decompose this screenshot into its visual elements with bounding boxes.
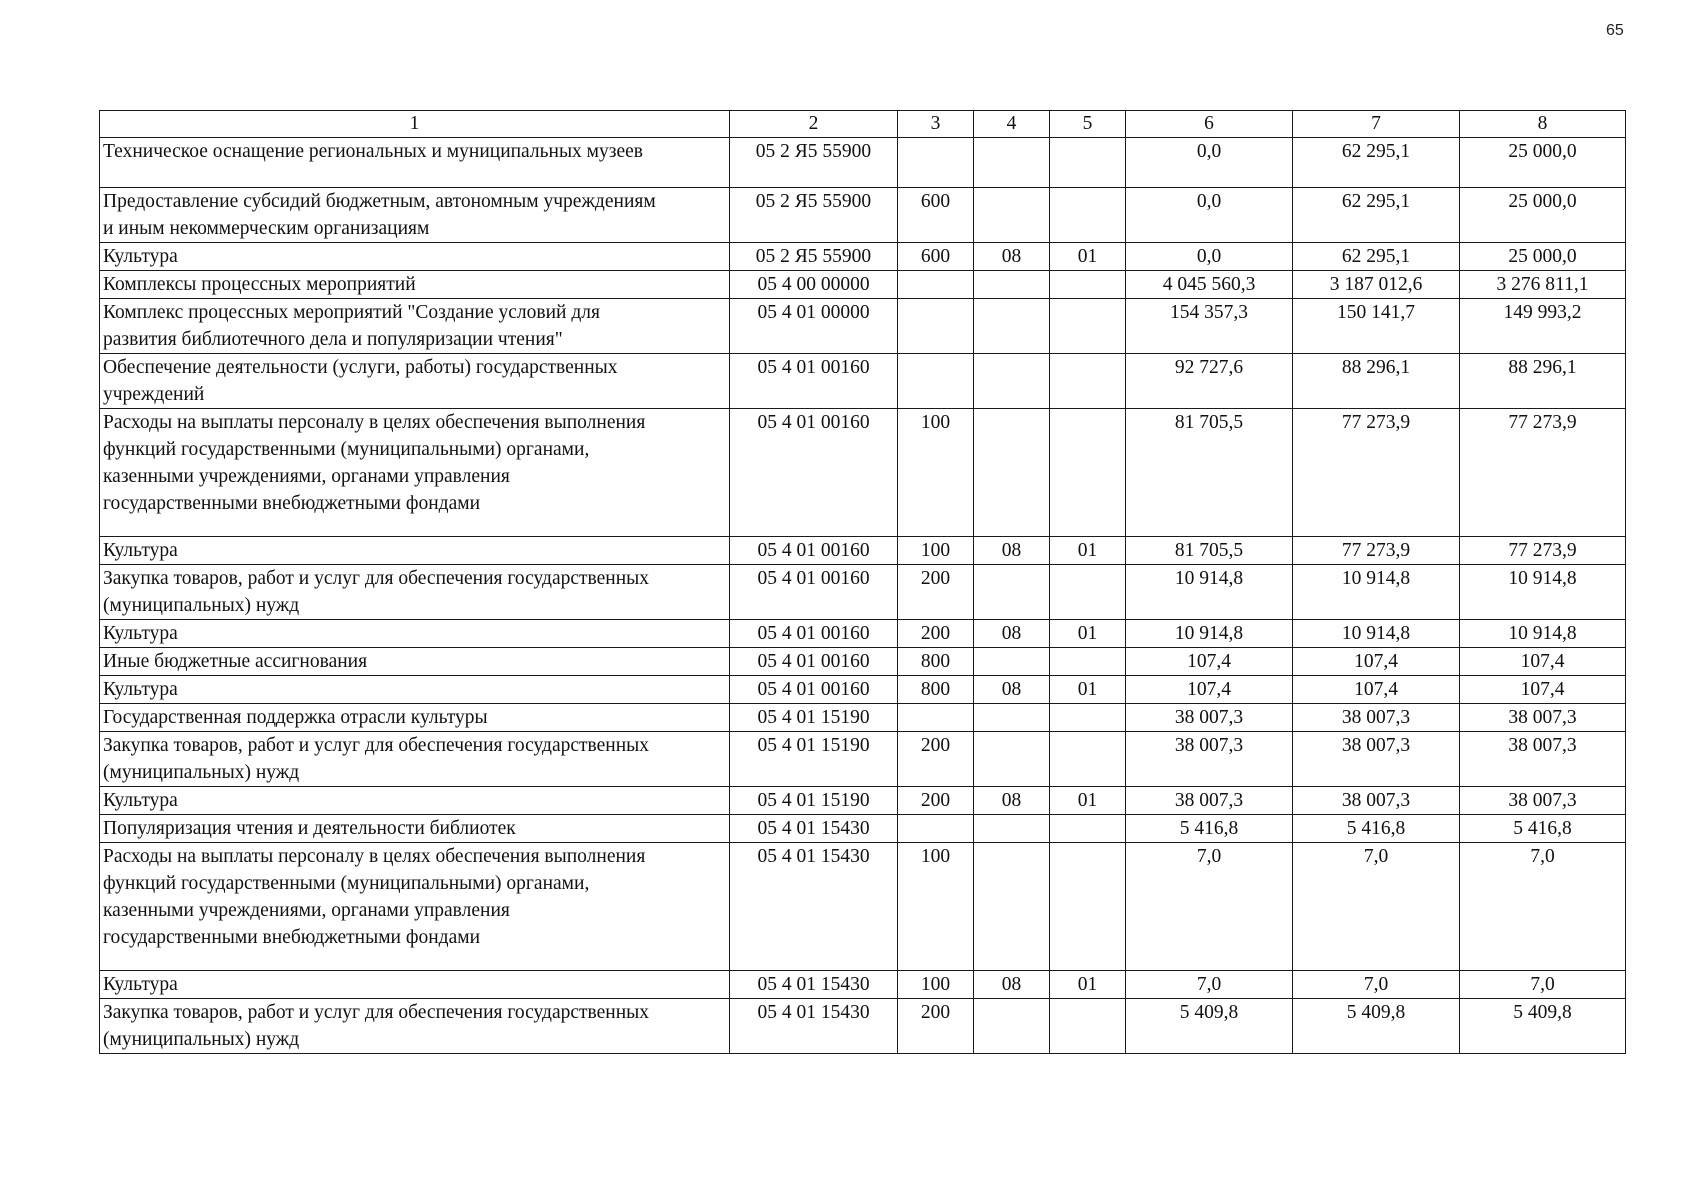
table-row (100, 354, 1626, 409)
row-section (974, 565, 1050, 620)
row-section (974, 354, 1050, 409)
row-subsection: 01 (1050, 537, 1126, 565)
row-amount-col-8: 7,0 (1460, 971, 1626, 999)
row-amount-col-6: 7,0 (1126, 843, 1293, 971)
row-amount-col-6: 0,0 (1126, 138, 1293, 188)
table-row (100, 787, 1626, 815)
row-section (974, 732, 1050, 787)
row-amount-col-8: 25 000,0 (1460, 188, 1626, 243)
row-amount-col-7: 3 187 012,6 (1293, 271, 1460, 299)
row-subsection: 01 (1050, 243, 1126, 271)
row-section (974, 188, 1050, 243)
row-target-code: 05 4 01 00160 (730, 565, 898, 620)
table-row (100, 299, 1626, 354)
row-name: Комплексы процессных мероприятий (100, 271, 730, 299)
row-subsection: 01 (1050, 620, 1126, 648)
row-amount-col-8: 25 000,0 (1460, 243, 1626, 271)
table-row (100, 620, 1626, 648)
row-amount-col-8: 38 007,3 (1460, 704, 1626, 732)
table-row (100, 732, 1626, 787)
row-target-code: 05 4 01 15430 (730, 843, 898, 971)
row-expense-type (898, 354, 974, 409)
row-target-code: 05 2 Я5 55900 (730, 243, 898, 271)
row-amount-col-7: 7,0 (1293, 971, 1460, 999)
row-amount-col-7: 5 416,8 (1293, 815, 1460, 843)
row-target-code: 05 4 01 00160 (730, 409, 898, 537)
row-target-code: 05 2 Я5 55900 (730, 188, 898, 243)
row-expense-type: 200 (898, 787, 974, 815)
row-subsection (1050, 648, 1126, 676)
header-row (100, 111, 1626, 138)
row-amount-col-7: 88 296,1 (1293, 354, 1460, 409)
row-amount-col-6: 81 705,5 (1126, 409, 1293, 537)
row-subsection: 01 (1050, 676, 1126, 704)
row-amount-col-6: 0,0 (1126, 243, 1293, 271)
row-subsection (1050, 704, 1126, 732)
row-amount-col-8: 10 914,8 (1460, 620, 1626, 648)
table-row (100, 188, 1626, 243)
row-name: Культура (100, 537, 730, 565)
row-target-code: 05 4 00 00000 (730, 271, 898, 299)
row-name: Расходы на выплаты персоналу в целях обеспечения выполнения функций государственными (муниципальными) органами, казенными учреждениями, органами управления государственными внебюджетными фондами (100, 409, 730, 537)
row-amount-col-7: 77 273,9 (1293, 537, 1460, 565)
row-amount-col-8: 77 273,9 (1460, 409, 1626, 537)
row-section (974, 138, 1050, 188)
row-amount-col-6: 10 914,8 (1126, 565, 1293, 620)
row-amount-col-8: 5 409,8 (1460, 999, 1626, 1054)
row-amount-col-7: 150 141,7 (1293, 299, 1460, 354)
row-name: Культура (100, 620, 730, 648)
row-subsection (1050, 999, 1126, 1054)
row-target-code: 05 4 01 00160 (730, 620, 898, 648)
row-expense-type (898, 704, 974, 732)
row-amount-col-8: 77 273,9 (1460, 537, 1626, 565)
row-expense-type: 200 (898, 732, 974, 787)
table-row (100, 537, 1626, 565)
table-row (100, 648, 1626, 676)
row-amount-col-7: 107,4 (1293, 676, 1460, 704)
row-section: 08 (974, 537, 1050, 565)
row-amount-col-7: 10 914,8 (1293, 565, 1460, 620)
row-amount-col-6: 10 914,8 (1126, 620, 1293, 648)
row-target-code: 05 4 01 00000 (730, 299, 898, 354)
row-target-code: 05 4 01 15430 (730, 971, 898, 999)
row-section: 08 (974, 243, 1050, 271)
row-name: Культура (100, 971, 730, 999)
row-section (974, 299, 1050, 354)
row-subsection (1050, 299, 1126, 354)
row-amount-col-8: 3 276 811,1 (1460, 271, 1626, 299)
row-amount-col-8: 38 007,3 (1460, 732, 1626, 787)
table-row (100, 676, 1626, 704)
row-amount-col-7: 7,0 (1293, 843, 1460, 971)
row-target-code: 05 4 01 00160 (730, 676, 898, 704)
row-target-code: 05 4 01 00160 (730, 537, 898, 565)
row-name: Закупка товаров, работ и услуг для обеспечения государственных (муниципальных) нужд (100, 732, 730, 787)
row-name: Комплекс процессных мероприятий "Создание условий для развития библиотечного дела и популяризации чтения" (100, 299, 730, 354)
row-section: 08 (974, 620, 1050, 648)
row-name: Иные бюджетные ассигнования (100, 648, 730, 676)
row-target-code: 05 4 01 15190 (730, 787, 898, 815)
row-expense-type: 200 (898, 620, 974, 648)
row-target-code: 05 4 01 15190 (730, 704, 898, 732)
row-amount-col-7: 107,4 (1293, 648, 1460, 676)
row-subsection (1050, 815, 1126, 843)
row-amount-col-6: 107,4 (1126, 676, 1293, 704)
row-amount-col-7: 38 007,3 (1293, 732, 1460, 787)
row-expense-type: 800 (898, 676, 974, 704)
row-subsection (1050, 843, 1126, 971)
row-section (974, 704, 1050, 732)
row-subsection: 01 (1050, 787, 1126, 815)
row-amount-col-8: 149 993,2 (1460, 299, 1626, 354)
header-col-2: 2 (730, 111, 898, 138)
row-amount-col-6: 4 045 560,3 (1126, 271, 1293, 299)
row-section: 08 (974, 971, 1050, 999)
row-amount-col-8: 88 296,1 (1460, 354, 1626, 409)
row-amount-col-8: 107,4 (1460, 648, 1626, 676)
row-amount-col-6: 5 416,8 (1126, 815, 1293, 843)
row-target-code: 05 4 01 15190 (730, 732, 898, 787)
row-name: Техническое оснащение региональных и муниципальных музеев (100, 138, 730, 188)
row-amount-col-7: 38 007,3 (1293, 704, 1460, 732)
row-section (974, 648, 1050, 676)
row-section (974, 999, 1050, 1054)
row-expense-type: 800 (898, 648, 974, 676)
row-name: Закупка товаров, работ и услуг для обеспечения государственных (муниципальных) нужд (100, 999, 730, 1054)
row-expense-type (898, 138, 974, 188)
table-row (100, 815, 1626, 843)
row-subsection (1050, 138, 1126, 188)
table-row (100, 999, 1626, 1054)
row-amount-col-7: 77 273,9 (1293, 409, 1460, 537)
row-expense-type: 600 (898, 188, 974, 243)
row-amount-col-8: 38 007,3 (1460, 787, 1626, 815)
row-amount-col-7: 62 295,1 (1293, 188, 1460, 243)
table-row (100, 971, 1626, 999)
row-expense-type: 200 (898, 565, 974, 620)
row-amount-col-7: 5 409,8 (1293, 999, 1460, 1054)
row-amount-col-6: 81 705,5 (1126, 537, 1293, 565)
row-expense-type: 100 (898, 537, 974, 565)
row-expense-type (898, 299, 974, 354)
row-target-code: 05 4 01 15430 (730, 999, 898, 1054)
row-expense-type: 200 (898, 999, 974, 1054)
row-amount-col-6: 154 357,3 (1126, 299, 1293, 354)
row-amount-col-8: 10 914,8 (1460, 565, 1626, 620)
table-row (100, 704, 1626, 732)
row-target-code: 05 2 Я5 55900 (730, 138, 898, 188)
row-target-code: 05 4 01 15430 (730, 815, 898, 843)
row-name: Культура (100, 243, 730, 271)
row-expense-type: 100 (898, 409, 974, 537)
row-amount-col-6: 0,0 (1126, 188, 1293, 243)
row-amount-col-6: 92 727,6 (1126, 354, 1293, 409)
row-section (974, 843, 1050, 971)
row-name: Культура (100, 676, 730, 704)
row-amount-col-6: 38 007,3 (1126, 732, 1293, 787)
row-name: Обеспечение деятельности (услуги, работы) государственных учреждений (100, 354, 730, 409)
row-amount-col-7: 62 295,1 (1293, 243, 1460, 271)
table-row (100, 409, 1626, 537)
row-amount-col-8: 7,0 (1460, 843, 1626, 971)
budget-table (99, 110, 1626, 1054)
row-subsection: 01 (1050, 971, 1126, 999)
row-subsection (1050, 354, 1126, 409)
row-expense-type: 100 (898, 971, 974, 999)
row-name: Предоставление субсидий бюджетным, автономным учреждениям и иным некоммерческим организациям (100, 188, 730, 243)
row-target-code: 05 4 01 00160 (730, 354, 898, 409)
row-expense-type (898, 815, 974, 843)
row-amount-col-7: 62 295,1 (1293, 138, 1460, 188)
row-subsection (1050, 409, 1126, 537)
table-row (100, 565, 1626, 620)
row-name: Расходы на выплаты персоналу в целях обеспечения выполнения функций государственными (муниципальными) органами, казенными учреждениями, органами управления государственными внебюджетными фондами (100, 843, 730, 971)
row-name: Государственная поддержка отрасли культуры (100, 704, 730, 732)
row-subsection (1050, 732, 1126, 787)
page-number: 65 (1606, 22, 1624, 39)
row-expense-type: 600 (898, 243, 974, 271)
row-section (974, 409, 1050, 537)
header-col-8: 8 (1460, 111, 1626, 138)
row-amount-col-8: 5 416,8 (1460, 815, 1626, 843)
table-row (100, 243, 1626, 271)
row-amount-col-6: 38 007,3 (1126, 787, 1293, 815)
row-name: Закупка товаров, работ и услуг для обеспечения государственных (муниципальных) нужд (100, 565, 730, 620)
row-target-code: 05 4 01 00160 (730, 648, 898, 676)
row-subsection (1050, 565, 1126, 620)
table-row (100, 138, 1626, 188)
row-name: Культура (100, 787, 730, 815)
row-amount-col-7: 10 914,8 (1293, 620, 1460, 648)
table-row (100, 271, 1626, 299)
table-body (100, 138, 1626, 1054)
row-amount-col-6: 107,4 (1126, 648, 1293, 676)
row-section (974, 815, 1050, 843)
row-amount-col-6: 38 007,3 (1126, 704, 1293, 732)
row-section (974, 271, 1050, 299)
header-col-3: 3 (898, 111, 974, 138)
row-amount-col-8: 25 000,0 (1460, 138, 1626, 188)
header-col-5: 5 (1050, 111, 1126, 138)
row-expense-type: 100 (898, 843, 974, 971)
row-amount-col-8: 107,4 (1460, 676, 1626, 704)
row-name: Популяризация чтения и деятельности библиотек (100, 815, 730, 843)
header-col-4: 4 (974, 111, 1050, 138)
header-col-7: 7 (1293, 111, 1460, 138)
row-section: 08 (974, 676, 1050, 704)
header-col-1: 1 (100, 111, 730, 138)
row-expense-type (898, 271, 974, 299)
row-subsection (1050, 188, 1126, 243)
row-section: 08 (974, 787, 1050, 815)
table-row (100, 843, 1626, 971)
header-col-6: 6 (1126, 111, 1293, 138)
row-subsection (1050, 271, 1126, 299)
row-amount-col-6: 5 409,8 (1126, 999, 1293, 1054)
row-amount-col-6: 7,0 (1126, 971, 1293, 999)
row-amount-col-7: 38 007,3 (1293, 787, 1460, 815)
